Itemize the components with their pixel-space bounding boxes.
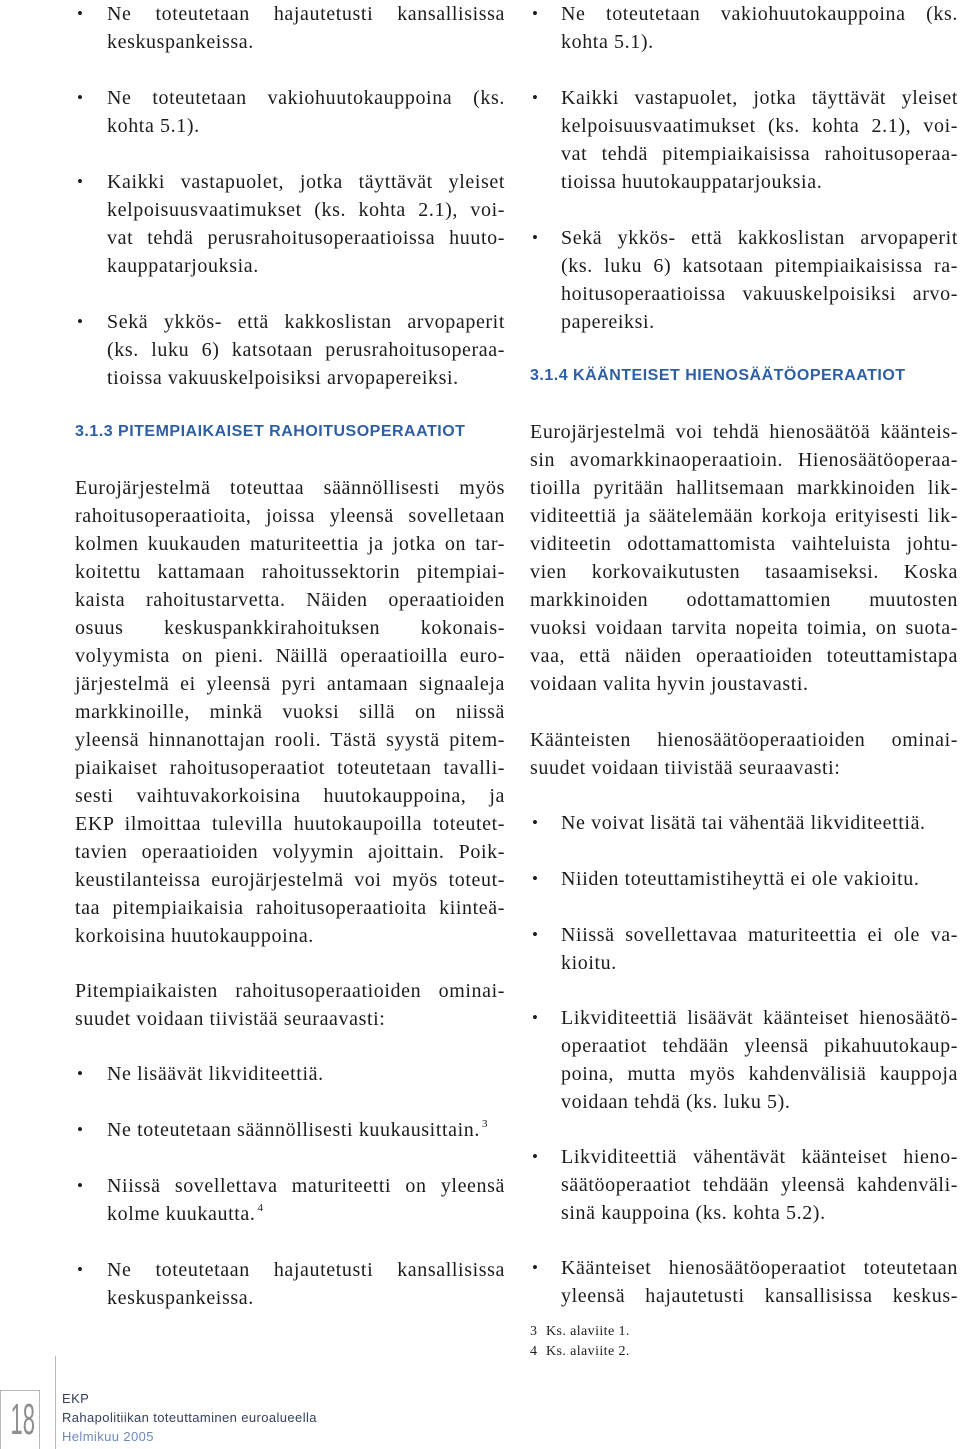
text-line: tavien operaatioiden volyymin ajoittain. Poik- bbox=[75, 841, 505, 863]
bullet-item bbox=[75, 1060, 505, 1088]
text-line: keustilanteissa eurojärjestelmä voi myös toteut- bbox=[75, 869, 505, 891]
bullet-item bbox=[530, 84, 958, 196]
text-line: Kaikki vastapuolet, jotka täyttävät yleiset bbox=[107, 171, 505, 193]
text-line: viditeetin odottamattomista vaihteluista johtu- bbox=[530, 533, 958, 555]
footer-date: Helmikuu 2005 bbox=[62, 1429, 154, 1444]
text-line: Kaikki vastapuolet, jotka täyttävät yleiset bbox=[561, 87, 958, 109]
bullet-icon: • bbox=[77, 1176, 83, 1195]
text-line: yleensä hajautetusti kansallisissa keskus- bbox=[561, 1285, 958, 1307]
text-line: markkinoille, minkä vuoksi sillä on niissä bbox=[75, 701, 505, 723]
text-line: korkoisina huutokauppoina. bbox=[75, 925, 314, 947]
bullet-item bbox=[530, 1004, 958, 1116]
text-line: Ne toteutetaan hajautetusti kansallisissa bbox=[107, 1259, 505, 1281]
text-line: kelpoisuusvaatimukset (ks. kohta 2.1), voi- bbox=[561, 115, 958, 137]
text-line: kohta 5.1). bbox=[107, 115, 200, 137]
text-line: hoitusoperaatioissa vakuuskelpoisiksi arvo- bbox=[561, 283, 958, 305]
text-line: poina, mutta myös kahdenvälisiä kauppoja bbox=[561, 1063, 958, 1085]
bullet-icon: • bbox=[532, 813, 538, 832]
text-line: Niissä sovellettava maturiteetti on yleensä bbox=[107, 1175, 505, 1197]
footnote-reference: 3 bbox=[481, 1118, 488, 1130]
text-line bbox=[107, 1116, 505, 1144]
bullet-icon: • bbox=[77, 1260, 83, 1279]
bullet-item bbox=[530, 865, 958, 893]
footer bbox=[62, 1389, 317, 1446]
bullet-icon: • bbox=[532, 228, 538, 247]
text-line: piaikaiset rahoitusoperaatiot toteutetaan tavalli- bbox=[75, 757, 505, 779]
text-line: osuus keskuspankkirahoituksen kokonais- bbox=[75, 617, 505, 639]
text-line: tioissa vakuuskelpoisiksi arvopapereiksi. bbox=[107, 367, 459, 389]
text-line: keskuspankeissa. bbox=[107, 31, 254, 53]
text-line: vat tehdä perusrahoitusoperaatioissa huuto- bbox=[107, 227, 505, 249]
text-line: voidaan valita hyvin joustavasti. bbox=[530, 673, 809, 695]
text-line: kauppatarjouksia. bbox=[107, 255, 259, 277]
text-line: operaatiot tehdään yleensä pikahuutokaup- bbox=[561, 1035, 958, 1057]
text-line: Niissä sovellettavaa maturiteettia ei ole va- bbox=[561, 924, 958, 946]
text-line: Käänteisten hienosäätöoperaatioiden ominai- bbox=[530, 729, 958, 751]
section-heading: 3.1.4 KÄÄNTEISET HIENOSÄÄTÖOPERAATIOT bbox=[530, 367, 906, 384]
bullet-item bbox=[75, 1172, 505, 1228]
text-line: sinä kauppoina (ks. kohta 5.2). bbox=[561, 1202, 826, 1224]
bullet-icon: • bbox=[77, 4, 83, 23]
footnote-text: Ks. alaviite 1. bbox=[546, 1324, 630, 1339]
bullet-item bbox=[530, 224, 958, 336]
bullet-icon: • bbox=[532, 1258, 538, 1277]
text-line-content: kolme kuukautta. bbox=[107, 1203, 256, 1225]
text-line: viditeettiä ja säätelemään korkoja erityisesti lik- bbox=[530, 505, 958, 527]
text-line: tioissa huutokauppatarjouksia. bbox=[561, 171, 823, 193]
footer-publisher: EKP bbox=[62, 1391, 90, 1406]
text-line: EKP ilmoittaa tulevilla huutokaupoilla toteutet- bbox=[75, 813, 505, 835]
text-line: voidaan tehdä (ks. luku 5). bbox=[561, 1091, 791, 1113]
footnote-reference: 4 bbox=[257, 1202, 263, 1214]
text-line: Eurojärjestelmä voi tehdä hienosäätöä käänteis- bbox=[530, 421, 958, 443]
text-line bbox=[107, 1200, 505, 1228]
text-line: Ne toteutetaan hajautetusti kansallisissa bbox=[107, 3, 505, 25]
text-line: volyymista on pieni. Näillä operaatioilla euro- bbox=[75, 645, 505, 667]
bullet-item bbox=[530, 1254, 958, 1310]
text-line: sin avomarkkinaoperaatioin. Hienosäätöoperaa- bbox=[530, 449, 958, 471]
bullet-item bbox=[530, 1143, 958, 1227]
footer-title: Rahapolitiikan toteuttaminen euroalueella bbox=[62, 1410, 317, 1425]
text-line: vat tehdä pitempiaikaisissa rahoitusoperaa- bbox=[561, 143, 958, 165]
bullet-item bbox=[75, 0, 505, 56]
text-line: kelpoisuusvaatimukset (ks. kohta 2.1), voi- bbox=[107, 199, 505, 221]
bullet-item bbox=[530, 0, 958, 56]
text-line: Likviditeettiä vähentävät käänteiset hieno- bbox=[561, 1146, 958, 1168]
bullet-icon: • bbox=[77, 88, 83, 107]
text-line: Sekä ykkös- että kakkoslistan arvopaperit bbox=[561, 227, 958, 249]
paragraph bbox=[530, 418, 958, 698]
bullet-icon: • bbox=[532, 88, 538, 107]
footnote-text: Ks. alaviite 2. bbox=[546, 1344, 630, 1359]
bullet-item bbox=[75, 308, 505, 392]
text-line: Ne voivat lisätä tai vähentää likviditeettiä. bbox=[561, 812, 926, 834]
text-line: papereiksi. bbox=[561, 311, 655, 333]
section-heading: 3.1.3 PITEMPIAIKAISET RAHOITUSOPERAATIOT bbox=[75, 423, 466, 440]
text-line: järjestelmä ei yleensä pyri antamaan signaaleja bbox=[75, 673, 505, 695]
bullet-icon: • bbox=[532, 869, 538, 888]
text-line: Käänteiset hienosäätöoperaatiot toteutetaan bbox=[561, 1257, 958, 1279]
bullet-item bbox=[75, 1116, 505, 1144]
text-line: Sekä ykkös- että kakkoslistan arvopaperit bbox=[107, 311, 505, 333]
text-line: vaa, että näiden operaatioiden toteuttamistapa bbox=[530, 645, 958, 667]
page-number: 18 bbox=[10, 1395, 35, 1444]
text-line: markkinoiden odottamattomien muutosten bbox=[530, 589, 958, 611]
bullet-item bbox=[75, 1256, 505, 1312]
text-line: (ks. luku 6) katsotaan perusrahoitusoperaa- bbox=[107, 339, 505, 361]
footnotes bbox=[530, 1322, 958, 1362]
text-line: kaista rahoitustarvetta. Näiden operaatioiden bbox=[75, 589, 505, 611]
text-line: vien korkovaikutusten tasaamiseksi. Koska bbox=[530, 561, 958, 583]
bullet-item bbox=[530, 809, 958, 837]
footnote-number: 3 bbox=[530, 1324, 538, 1339]
text-line: Likviditeettiä lisäävät käänteiset hienosäätö- bbox=[561, 1007, 958, 1029]
footnote bbox=[530, 1322, 958, 1342]
paragraph bbox=[530, 726, 958, 782]
bullet-icon: • bbox=[532, 1008, 538, 1027]
text-line: Niiden toteuttamistiheyttä ei ole vakioitu. bbox=[561, 868, 920, 890]
text-line: Ne toteutetaan vakiohuutokauppoina (ks. bbox=[107, 87, 505, 109]
text-line-content: Ne toteutetaan säännöllisesti kuukausittain. bbox=[107, 1119, 480, 1141]
bullet-item bbox=[75, 168, 505, 280]
bullet-icon: • bbox=[77, 312, 83, 331]
text-line: suudet voidaan tiivistää seuraavasti: bbox=[75, 1008, 386, 1030]
bullet-item bbox=[530, 921, 958, 977]
footer-rule bbox=[55, 1356, 56, 1449]
bullet-icon: • bbox=[532, 4, 538, 23]
paragraph bbox=[75, 474, 505, 950]
bullet-item bbox=[75, 84, 505, 140]
bullet-icon: • bbox=[532, 925, 538, 944]
text-line: taa pitempiaikaisia rahoitusoperaatioita kiinteä- bbox=[75, 897, 505, 919]
bullet-icon: • bbox=[77, 1064, 83, 1083]
bullet-icon: • bbox=[77, 172, 83, 191]
text-line: sesti vaihtuvakorkoisina huutokauppoina, ja bbox=[75, 785, 505, 807]
text-line: kolmen kuukauden maturiteettia ja jotka on tar- bbox=[75, 533, 505, 555]
text-line: Ne toteutetaan vakiohuutokauppoina (ks. bbox=[561, 3, 958, 25]
paragraph bbox=[75, 977, 505, 1033]
text-line: kohta 5.1). bbox=[561, 31, 654, 53]
text-line: suudet voidaan tiivistää seuraavasti: bbox=[530, 757, 841, 779]
text-line: rahoitusoperaatioita, joissa yleensä sovelletaan bbox=[75, 505, 505, 527]
footnote-number: 4 bbox=[530, 1344, 538, 1359]
text-line: keskuspankeissa. bbox=[107, 1287, 254, 1309]
footnote bbox=[530, 1342, 958, 1362]
text-line: Pitempiaikaisten rahoitusoperaatioiden ominai- bbox=[75, 980, 505, 1002]
bullet-icon: • bbox=[532, 1147, 538, 1166]
text-line: Ne lisäävät likviditeettiä. bbox=[107, 1063, 324, 1085]
text-line: säätöoperaatiot tehdään yleensä kahdenväli- bbox=[561, 1174, 958, 1196]
text-line: yleensä hinnanottajan rooli. Tästä syystä pitem- bbox=[75, 729, 505, 751]
text-line: vuoksi voidaan tarvita nopeita toimia, on suota- bbox=[530, 617, 958, 639]
text-line: (ks. luku 6) katsotaan pitempiaikaisissa ra- bbox=[561, 255, 958, 277]
page-number-box bbox=[0, 1390, 40, 1449]
text-line: Eurojärjestelmä toteuttaa säännöllisesti myös bbox=[75, 477, 505, 499]
text-line: koitettu kattamaan rahoitussektorin pitempiai- bbox=[75, 561, 505, 583]
text-line: kioitu. bbox=[561, 952, 617, 974]
text-line: tioilla pyritään hallitsemaan markkinoiden lik- bbox=[530, 477, 958, 499]
bullet-icon: • bbox=[77, 1120, 83, 1139]
